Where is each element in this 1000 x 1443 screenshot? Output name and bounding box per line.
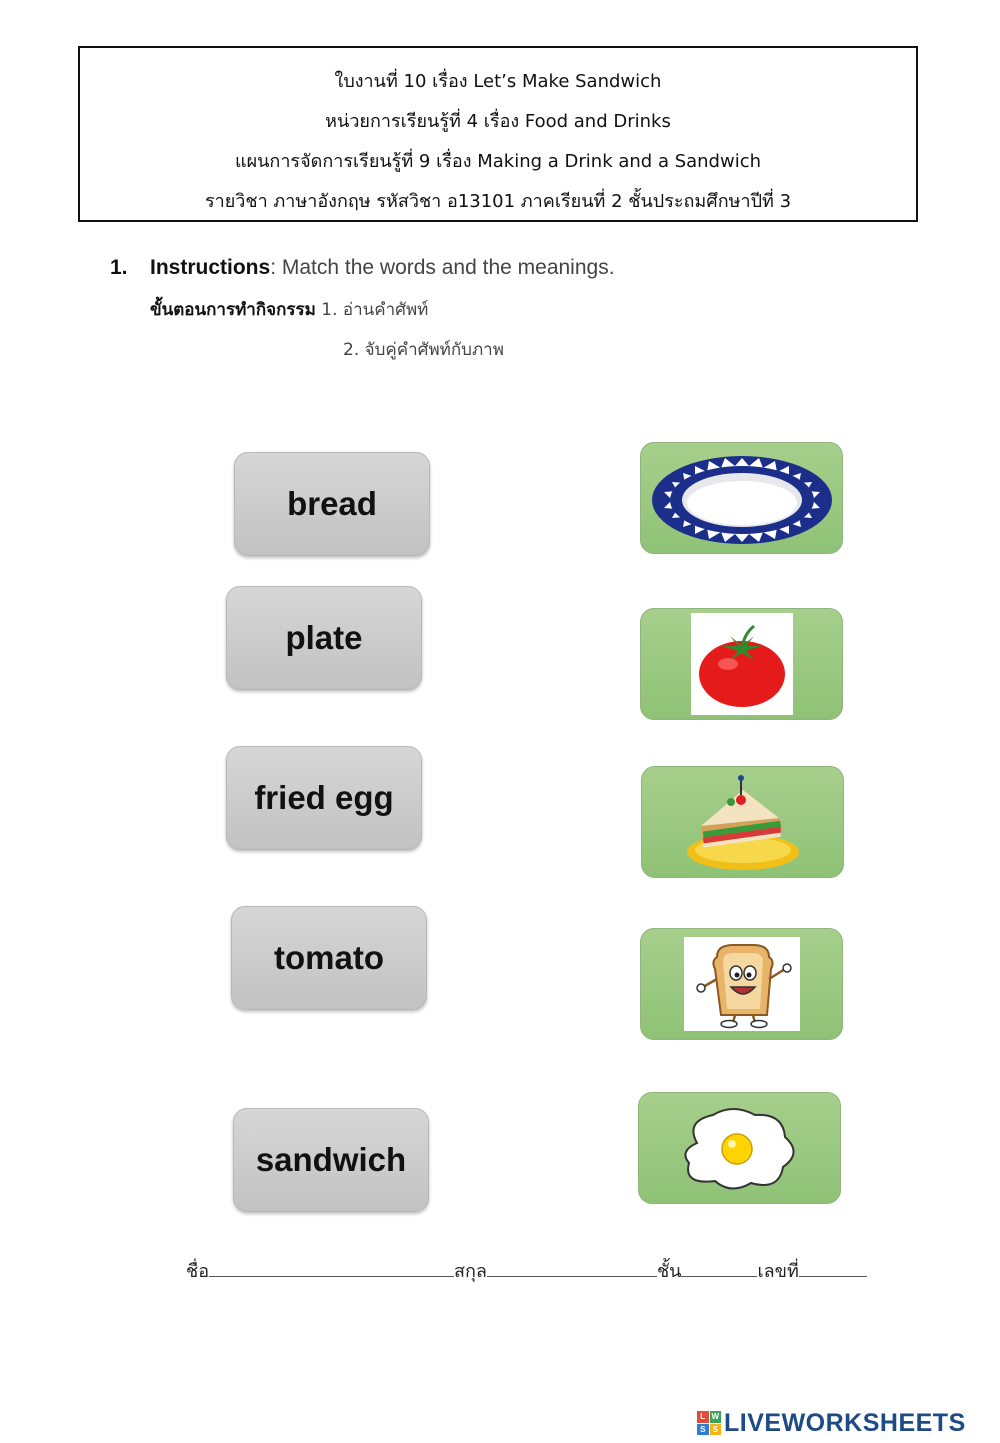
picture-card-tomato[interactable] [640,608,843,720]
picture-card-fried-egg[interactable] [638,1092,841,1204]
student-info-line [186,1256,867,1285]
liveworksheets-logo-icon: L W S S [697,1411,721,1435]
plate-icon [649,450,835,546]
name-label: ชื่อ [186,1261,210,1282]
word-card-plate[interactable]: plate [226,586,422,690]
liveworksheets-logo [697,1409,966,1437]
bread-icon [687,939,797,1029]
surname-label: สกุล [454,1261,487,1282]
tomato-icon [694,616,790,712]
instruction-text: : Match the words and the meanings. [270,256,615,279]
fried-egg-icon [675,1099,805,1197]
steps [150,296,428,323]
word-card-fried-egg[interactable]: fried egg [226,746,422,850]
brand-name: LIVEWORKSHEETS [724,1408,966,1437]
instruction-number: 1. [110,256,128,279]
picture-card-sandwich[interactable] [641,766,844,878]
name-field[interactable] [209,1258,454,1277]
header-plan: แผนการจัดการเรียนรู้ที่ 9 เรื่อง Making a Drink and a Sandwich [234,151,762,172]
header-title: ใบงานที่ 10 เรื่อง Let’s Make Sandwich [334,71,662,92]
word-card-tomato[interactable]: tomato [231,906,427,1010]
worksheet-header [78,46,918,222]
steps-label: ขั้นตอนการทำกิจกรรม [150,300,316,320]
surname-field[interactable] [487,1258,657,1277]
picture-card-bread[interactable] [640,928,843,1040]
instructions [110,256,615,280]
picture-card-plate[interactable] [640,442,843,554]
class-field[interactable] [681,1258,757,1277]
sandwich-icon [683,770,803,874]
class-label: ชั้น [656,1261,682,1282]
header-unit: หน่วยการเรียนรู้ที่ 4 เรื่อง Food and Drinks [325,111,671,132]
step-2: 2. จับคู่คำศัพท์กับภาพ [343,340,504,360]
number-label: เลขที่ [757,1261,799,1282]
word-card-sandwich[interactable]: sandwich [233,1108,429,1212]
instruction-label: Instructions [150,256,271,279]
header-course: รายวิชา ภาษาอังกฤษ รหัสวิชา อ13101 ภาคเรียนที่ 2 ชั้นประถมศึกษาปีที่ 3 [204,191,792,212]
step-1: 1. อ่านคำศัพท์ [321,300,429,320]
number-field[interactable] [799,1258,867,1277]
word-card-bread[interactable]: bread [234,452,430,556]
